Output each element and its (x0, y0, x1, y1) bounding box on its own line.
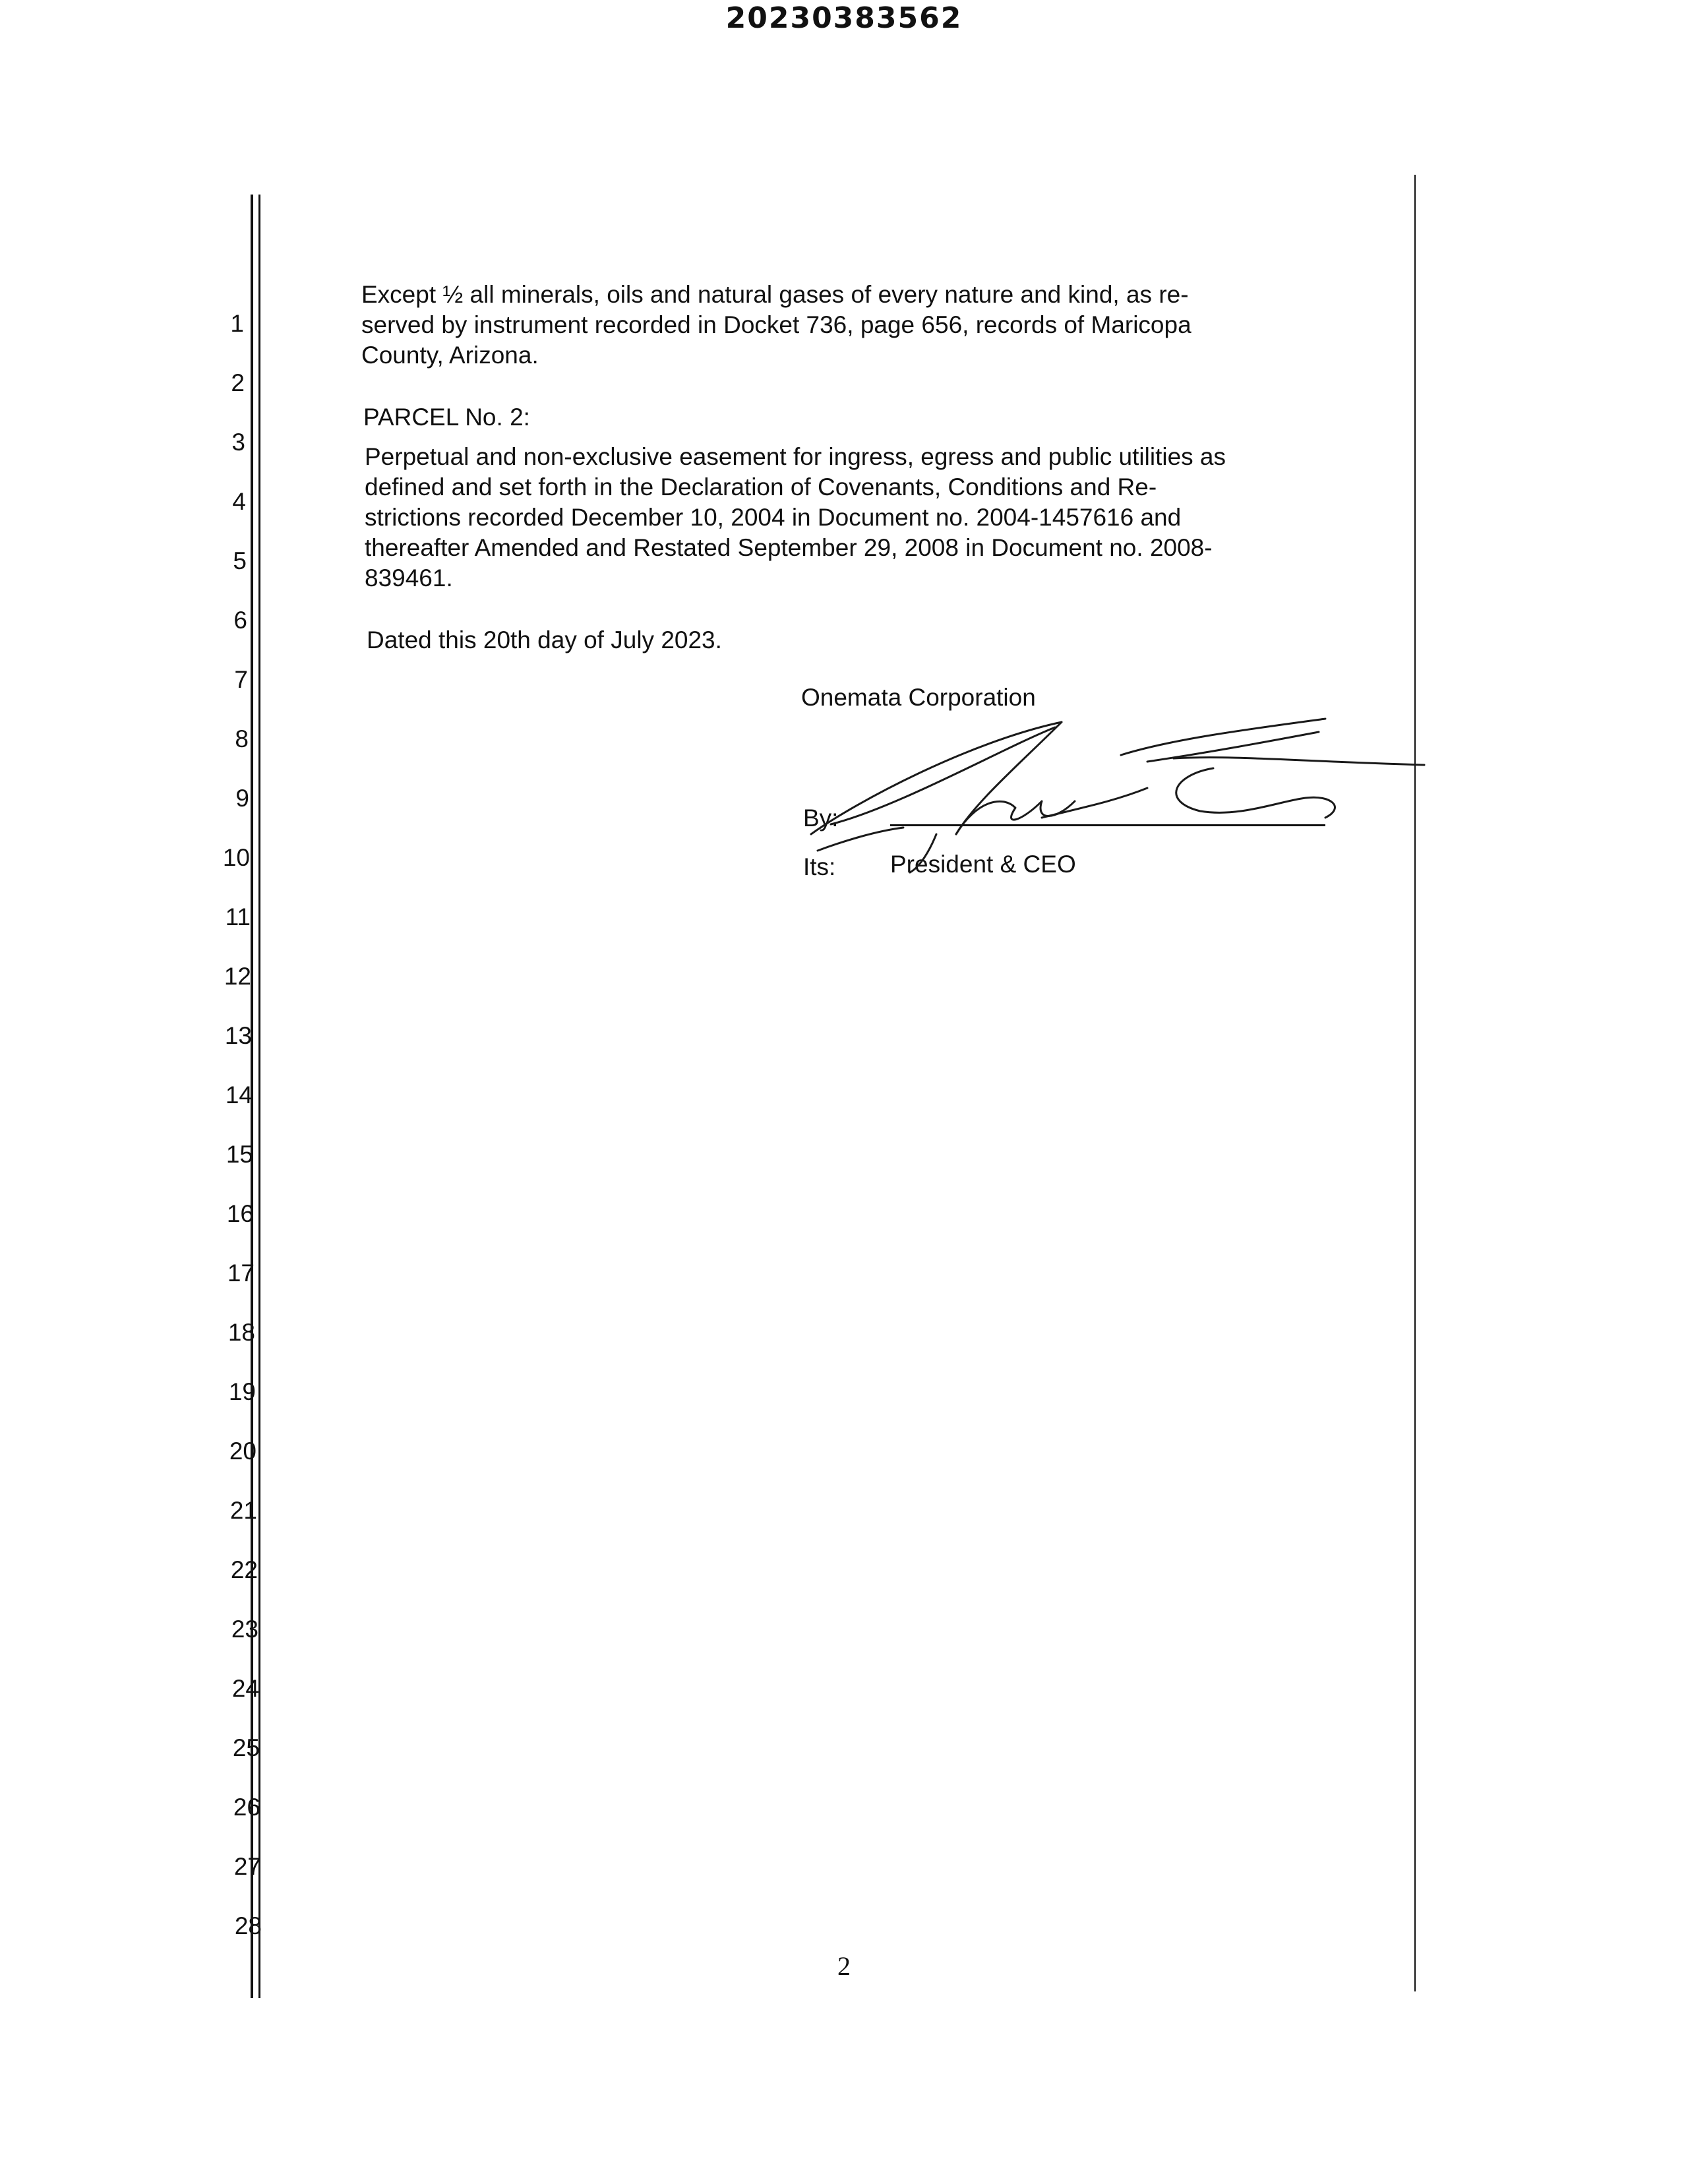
parcel-heading: PARCEL No. 2: (363, 404, 530, 431)
line-number: 14 (225, 1081, 253, 1108)
line-number: 7 (234, 666, 248, 693)
line-number: 1 (230, 310, 244, 337)
officer-title: President & CEO (890, 851, 1076, 878)
left-margin-rule-inner (258, 195, 260, 1998)
line-number: 22 (230, 1556, 258, 1583)
page-number: 2 (837, 1951, 851, 1981)
line-number: 5 (233, 547, 247, 574)
line-number: 15 (226, 1141, 253, 1168)
by-label: By: (803, 804, 839, 832)
text-line: 839461. (365, 564, 453, 592)
text-line: served by instrument recorded in Docket 736, page 656, records of Maricopa (361, 311, 1191, 338)
line-number: 24 (231, 1675, 259, 1702)
right-margin-rule (1414, 175, 1416, 1991)
text-line: strictions recorded December 10, 2004 in Document no. 2004-1457616 and (365, 504, 1182, 531)
mineral-reservation-paragraph (361, 280, 1191, 371)
line-number: 18 (227, 1319, 255, 1346)
text-line: Perpetual and non-exclusive easement for ingress, egress and public utilities as (365, 443, 1226, 470)
text-line: Except ½ all minerals, oils and natural gases of every nature and kind, as re- (361, 281, 1189, 308)
line-number: 27 (233, 1853, 261, 1880)
line-number: 2 (231, 369, 245, 396)
line-number: 9 (235, 785, 249, 812)
line-number: 23 (231, 1616, 258, 1643)
company-name: Onemata Corporation (801, 684, 1036, 711)
dated-line: Dated this 20th day of July 2023. (367, 626, 722, 653)
line-number: 19 (228, 1378, 256, 1405)
text-line: County, Arizona. (361, 342, 539, 369)
line-number: 21 (229, 1497, 257, 1524)
line-number: 8 (235, 725, 249, 752)
text-line: thereafter Amended and Restated September 29, 2008 in Document no. 2008- (365, 534, 1213, 561)
line-number: 11 (225, 903, 251, 930)
its-label: Its: (803, 853, 836, 880)
line-number: 28 (234, 1912, 262, 1939)
line-number: 13 (224, 1022, 252, 1049)
line-number: 25 (232, 1734, 260, 1761)
line-number: 26 (233, 1794, 260, 1821)
line-number: 20 (229, 1438, 256, 1465)
line-number: 4 (232, 488, 246, 515)
recording-number: 20230383562 (725, 1, 963, 35)
line-number: 17 (227, 1259, 255, 1287)
line-number: 10 (222, 844, 250, 871)
line-number: 12 (224, 963, 251, 990)
handwritten-signature (804, 702, 1431, 874)
line-number: 3 (231, 429, 245, 456)
line-number: 6 (233, 607, 247, 634)
text-line: defined and set forth in the Declaration of Covenants, Conditions and Re- (365, 473, 1157, 501)
line-number: 16 (226, 1200, 254, 1227)
easement-paragraph (365, 442, 1226, 593)
